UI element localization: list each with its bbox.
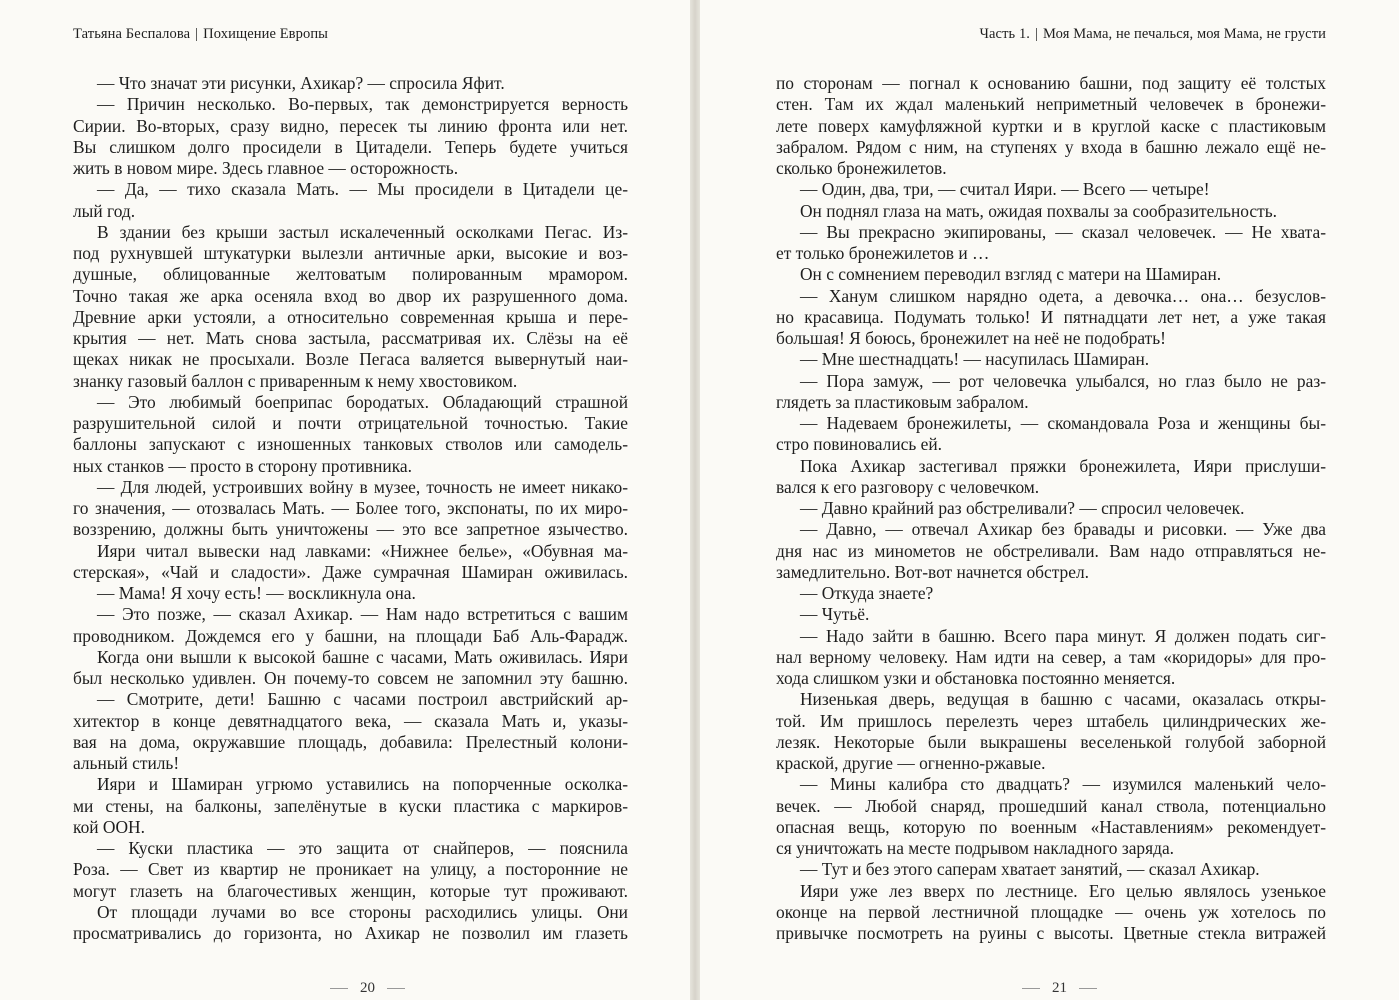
text-line: Древние арки устояли, а относительно современная крыша и пере-	[73, 306, 628, 327]
text-line: просматривались до горизонта, но Ахикар не позволил им глазеть	[73, 923, 628, 943]
folio-dash	[1022, 988, 1040, 989]
text-line: краской, другие — огненно-ржавые.	[776, 753, 1046, 773]
text-line: — Чутьё.	[800, 604, 870, 625]
right-body-text	[776, 73, 1326, 944]
text-line: — Откуда знаете?	[800, 583, 934, 603]
text-line: Он с сомнением переводил взгляд с матери на Шамиран.	[800, 264, 1222, 285]
text-line: — Это любимый боеприпас бородатых. Обладающий страшной	[97, 391, 628, 412]
text-line: — Куски пластика — это защита от снайперов, — пояснила	[97, 838, 628, 858]
page-number-text: 20	[360, 980, 375, 996]
text-line: Ияри уже лез вверх по лестнице. Его целью являлось узенькое	[800, 880, 1326, 901]
text-line: той. Им пришлось перелезть через штабель цилиндрических же-	[776, 710, 1326, 731]
text-line: Роза. — Свет из квартир не проникает на улицу, а посторонние не	[73, 859, 628, 880]
text-line: лезяк. Некоторые были выкрашены веселенькой голубой заборной	[776, 731, 1326, 752]
text-line: Когда они вышли к высокой башне с часами, Мать оживилась. Ияри	[97, 646, 628, 667]
left-running-header	[73, 26, 328, 43]
text-line: — Надо зайти в башню. Всего пара минут. Я должен подать сиг-	[800, 625, 1326, 646]
text-line: Сирии. Во-вторых, сразу видно, пересек ты линию фронта или нет.	[73, 115, 628, 136]
text-line: — Тут и без этого саперам хватает занятий, — сказал Ахикар.	[800, 859, 1260, 880]
folio-dash	[330, 988, 348, 989]
text-line: Ияри и Шамиран угрюмо уставились на попорченные осколка-	[97, 774, 628, 795]
text-line: стен. Там их ждал маленький неприметный человечек в бронежи-	[776, 94, 1326, 115]
text-line: — Давно, — отвечал Ахикар без бравады и рисовки. — Уже два	[800, 519, 1326, 540]
text-line: дня нас из минометов не обстреливали. Вам надо отправляться не-	[776, 540, 1326, 561]
header-separator: |	[1035, 26, 1039, 42]
text-line: нал верному человеку. Нам идти на север, а там «коридоры» для про-	[776, 646, 1326, 667]
text-line: знанку газовый баллон с приваренным к нему хвостовиком.	[73, 370, 518, 391]
text-line: — Мама! Я хочу есть! — воскликнула она.	[97, 583, 416, 603]
text-line: был несколько удивлен. Он почему-то совсем не запомнил эту башню.	[73, 668, 628, 688]
text-line: — Мне шестнадцать! — насупилась Шамиран.	[800, 349, 1150, 370]
text-line: ет только бронежилетов и …	[776, 243, 990, 263]
text-line: Низенькая дверь, ведущая в башню с часами, оказалась откры-	[800, 689, 1326, 710]
text-line: щеках никак не просыхали. Возле Пегаса валяется вывернутый наи-	[73, 349, 628, 370]
text-line: хитектор в конце девятнадцатого века, — сказала Мать и, указы-	[73, 710, 628, 731]
text-line: вая на дома, окружавшие площадь, добавила: Прелестный колони-	[73, 731, 628, 752]
header-chapter-title: Моя Мама, не печалься, моя Мама, не грусти	[1043, 26, 1326, 42]
text-line: сколько бронежилетов.	[776, 158, 947, 178]
text-line: под рухнувшей штукатурки вылезли античные арки, высокие и воз-	[73, 243, 628, 263]
text-line: — Смотрите, дети! Башню с часами построил австрийский ар-	[97, 689, 628, 710]
text-line: — Это позже, — сказал Ахикар. — Нам надо встретиться с вашим	[97, 604, 628, 625]
text-line: могут глазеть на благочестивых женщин, которые тут проживают.	[73, 880, 628, 901]
right-running-header	[979, 26, 1326, 43]
left-page-number	[318, 980, 417, 997]
text-line: — Один, два, три, — считал Ияри. — Всего — четыре!	[800, 179, 1210, 200]
left-body-text	[73, 73, 628, 944]
text-line: — Причин несколько. Во-первых, так демонстрируется верность	[97, 94, 628, 115]
text-line: вечек. — Любой снаряд, прошедший канал ствола, потенциально	[776, 795, 1326, 816]
text-line: замедлительно. Вот-вот начнется обстрел.	[776, 561, 1089, 582]
text-line: Ияри читал вывески над лавками: «Нижнее белье», «Обувная ма-	[97, 540, 628, 561]
text-line: ми стены, на балконы, запелёнутые в куски пластика с маркиров-	[73, 795, 628, 816]
page-number-text: 21	[1052, 980, 1067, 996]
text-line: жить в новом мире. Здесь главное — осторожность.	[73, 158, 459, 178]
header-author: Татьяна Беспалова	[73, 26, 191, 42]
text-line: кой ООН.	[73, 816, 145, 837]
text-line: — Давно крайний раз обстреливали? — спросил человечек.	[800, 498, 1245, 518]
text-line: привычке посмотреть на руины с высоты. Цветные стекла витражей	[776, 923, 1326, 943]
text-line: Вы слишком долго просидели в Цитадели. Теперь будете учиться	[73, 136, 628, 157]
text-line: проводником. Дождемся его у башни, на площади Баб Аль-Фарадж.	[73, 625, 628, 646]
text-line: воззрению, должны быть уничтожены — это все запретное язычество.	[73, 519, 628, 540]
text-line: стро повиновались ей.	[776, 434, 943, 455]
text-line: — Да, — тихо сказала Мать. — Мы просидели в Цитадели це-	[97, 179, 628, 200]
right-page	[700, 0, 1399, 1000]
text-line: лый год.	[73, 200, 136, 221]
text-line: по сторонам — погнал к основанию башни, под защиту её толстых	[776, 73, 1326, 93]
folio-dash	[387, 988, 405, 989]
text-line: хода слишком узки и обстановка постоянно меняется.	[776, 668, 1176, 688]
text-line: В здании без крыши застыл искалеченный осколками Пегас. Из-	[97, 221, 628, 242]
text-line: но красавица. Подумать только! И пятнадцати лет нет, а уже такая	[776, 306, 1326, 327]
text-line: альный стиль!	[73, 753, 180, 773]
text-line: Точно такая же арка осеняла вход во двор их разрушенного дома.	[73, 285, 628, 306]
text-line: забралом. Рядом с ним, на ступенях у входа в башню лежало ещё не-	[776, 136, 1326, 157]
text-line: оконце на первой лестничной площадке — очень уж хотелось по	[776, 901, 1326, 922]
text-line: — Пора замуж, — рот человечка улыбался, но глаз было не раз-	[800, 370, 1326, 391]
text-line: ных станков — просто в сторону противника.	[73, 455, 412, 476]
text-line: — Для людей, устроивших войну в музее, точность не имеет никако-	[97, 476, 628, 497]
text-line: — Мины калибра сто двадцать? — изумился маленький чело-	[800, 774, 1326, 795]
text-line: вался к его разговору с человечком.	[776, 476, 1040, 497]
text-line: разрушительной силой и почти отрицательной точностью. Такие	[73, 413, 628, 433]
text-line: — Надеваем бронежилеты, — скомандовала Роза и женщины бы-	[800, 413, 1326, 433]
text-line: — Ханум слишком нарядно одета, а девочка… она… безуслов-	[800, 285, 1326, 306]
header-part: Часть 1.	[979, 26, 1031, 42]
text-line: крытия — нет. Мать снова застыла, рассматривая их. Слёзы на её	[73, 328, 628, 348]
text-line: опасная вещь, которую по военным «Наставлениям» рекомендует-	[776, 816, 1326, 837]
text-line: стерская», «Чай и сладости». Даже сумрачная Шамиран оживилась.	[73, 561, 628, 582]
left-page	[0, 0, 690, 1000]
book-gutter	[690, 0, 700, 1000]
text-line: душные, облицованные желтоватым полированным мрамором.	[73, 264, 628, 285]
text-line: глядеть за пластиковым забралом.	[776, 391, 1029, 412]
text-line: го значения, — отозвалась Мать. — Более того, экспонаты, по их миро-	[73, 498, 628, 518]
text-line: От площади лучами во все стороны расходились улицы. Они	[97, 901, 628, 922]
text-line: — Вы прекрасно экипированы, — сказал человечек. — Не хвата-	[800, 221, 1326, 242]
folio-dash	[1079, 988, 1097, 989]
header-book-title: Похищение Европы	[203, 26, 329, 42]
text-line: лете поверх камуфляжной куртки и в круглой каске с пластиковым	[776, 115, 1326, 136]
text-line: баллоны запускают с изношенных танковых стволов или самодель-	[73, 434, 628, 455]
text-line: Пока Ахикар застегивал пряжки бронежилета, Ияри прислуши-	[800, 455, 1326, 476]
text-line: Он поднял глаза на мать, ожидая похвалы за сообразительность.	[800, 200, 1278, 221]
text-line: большая! Я боюсь, бронежилет на неё не подобрать!	[776, 328, 1166, 348]
right-page-number	[1010, 980, 1109, 997]
text-line: — Что значат эти рисунки, Ахикар? — спросила Яфит.	[97, 73, 505, 93]
header-separator: |	[195, 26, 199, 42]
text-line: ся уничтожать на месте подрывом накладного заряда.	[776, 838, 1175, 858]
